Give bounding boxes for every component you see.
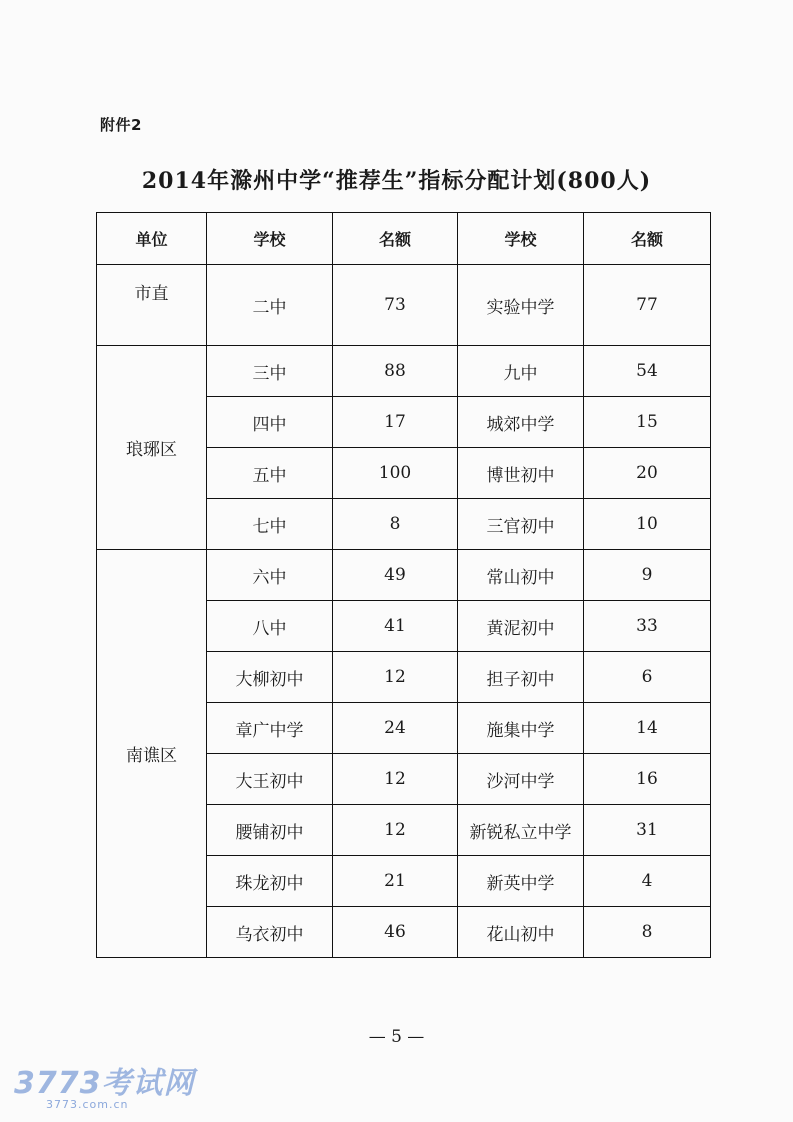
attachment-label: 附件2 — [100, 116, 142, 134]
school-cell: 章广中学 — [207, 703, 333, 754]
school-cell: 常山初中 — [458, 550, 584, 601]
quota-cell: 46 — [333, 907, 458, 958]
quota-cell: 31 — [584, 805, 711, 856]
quota-cell: 77 — [584, 265, 711, 346]
school-cell: 新锐私立中学 — [458, 805, 584, 856]
quota-cell: 73 — [333, 265, 458, 346]
table-header-row — [97, 213, 711, 265]
quota-cell: 49 — [333, 550, 458, 601]
allocation-table — [96, 212, 711, 958]
quota-cell: 100 — [333, 448, 458, 499]
page-number: — 5 — — [368, 1027, 425, 1047]
school-cell: 八中 — [207, 601, 333, 652]
header-school-right: 学校 — [458, 213, 584, 265]
quota-cell: 54 — [584, 346, 711, 397]
school-cell: 黄泥初中 — [458, 601, 584, 652]
header-quota-right: 名额 — [584, 213, 711, 265]
quota-cell: 8 — [333, 499, 458, 550]
school-cell: 二中 — [207, 265, 333, 346]
watermark-main-text: 3773考试网 — [14, 1066, 195, 1101]
quota-cell: 8 — [584, 907, 711, 958]
school-cell: 七中 — [207, 499, 333, 550]
watermark-url-text: 3773.com.cn — [46, 1098, 129, 1111]
quota-cell: 10 — [584, 499, 711, 550]
quota-cell: 88 — [333, 346, 458, 397]
header-quota-left: 名额 — [333, 213, 458, 265]
school-cell: 四中 — [207, 397, 333, 448]
quota-cell: 9 — [584, 550, 711, 601]
school-cell: 新英中学 — [458, 856, 584, 907]
quota-cell: 15 — [584, 397, 711, 448]
school-cell: 花山初中 — [458, 907, 584, 958]
table-row — [97, 346, 711, 397]
quota-cell: 21 — [333, 856, 458, 907]
school-cell: 大王初中 — [207, 754, 333, 805]
school-cell: 大柳初中 — [207, 652, 333, 703]
school-cell: 六中 — [207, 550, 333, 601]
quota-cell: 12 — [333, 652, 458, 703]
school-cell: 乌衣初中 — [207, 907, 333, 958]
school-cell: 沙河中学 — [458, 754, 584, 805]
quota-cell: 4 — [584, 856, 711, 907]
quota-cell: 6 — [584, 652, 711, 703]
school-cell: 城郊中学 — [458, 397, 584, 448]
school-cell: 施集中学 — [458, 703, 584, 754]
school-cell: 五中 — [207, 448, 333, 499]
header-unit: 单位 — [97, 213, 207, 265]
unit-cell-langya: 琅琊区 — [97, 346, 207, 550]
school-cell: 博世初中 — [458, 448, 584, 499]
quota-cell: 12 — [333, 805, 458, 856]
document-title: 2014年滁州中学“推荐生”指标分配计划(800人) — [141, 168, 652, 194]
quota-cell: 16 — [584, 754, 711, 805]
school-cell: 三中 — [207, 346, 333, 397]
school-cell: 九中 — [458, 346, 584, 397]
table-row — [97, 550, 711, 601]
unit-cell-shizhi: 市直 — [97, 265, 207, 346]
unit-cell-nanqiao: 南谯区 — [97, 550, 207, 958]
quota-cell: 41 — [333, 601, 458, 652]
school-cell: 三官初中 — [458, 499, 584, 550]
quota-cell: 17 — [333, 397, 458, 448]
quota-cell: 33 — [584, 601, 711, 652]
school-cell: 珠龙初中 — [207, 856, 333, 907]
quota-cell: 12 — [333, 754, 458, 805]
watermark-logo — [14, 1058, 195, 1111]
quota-cell: 14 — [584, 703, 711, 754]
table-row — [97, 265, 711, 346]
header-school-left: 学校 — [207, 213, 333, 265]
school-cell: 担子初中 — [458, 652, 584, 703]
quota-cell: 24 — [333, 703, 458, 754]
school-cell: 腰铺初中 — [207, 805, 333, 856]
school-cell: 实验中学 — [458, 265, 584, 346]
quota-cell: 20 — [584, 448, 711, 499]
